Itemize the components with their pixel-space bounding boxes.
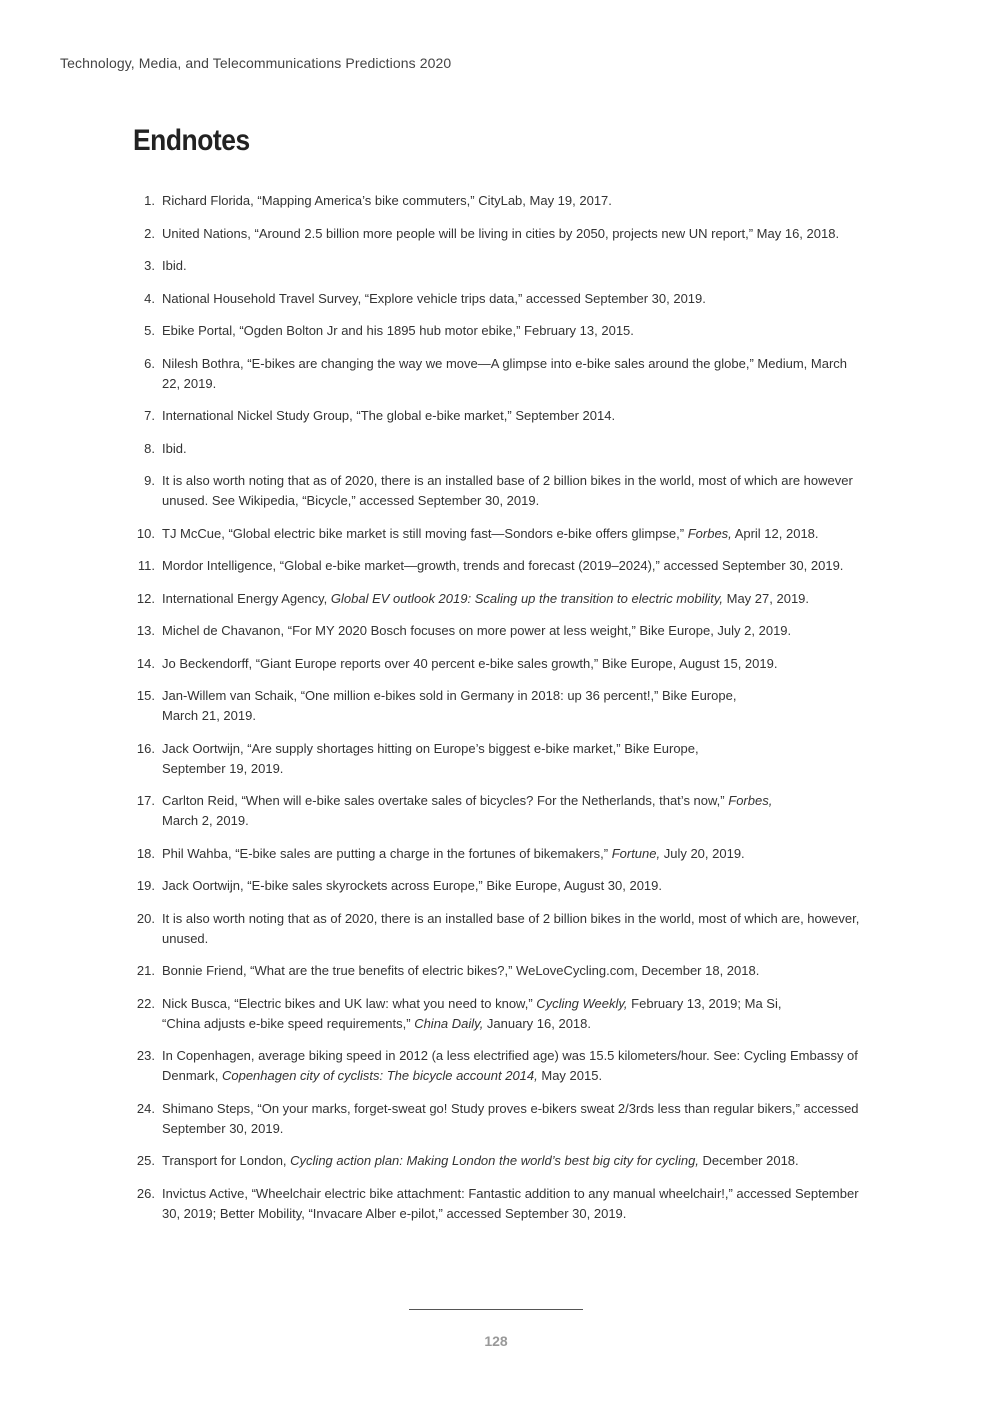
endnote-number-label: 17. (136, 793, 155, 808)
endnote-number (125, 556, 162, 576)
endnote-segment: In Copenhagen, average biking speed in 2012 (a less electrified age) was 15.5 kilometers/hour. See: Cycling Embassy of Denmark, (162, 1048, 858, 1083)
endnote-item (125, 256, 860, 276)
endnote-segment: Ibid. (162, 440, 187, 456)
endnote-number-label: 20. (136, 910, 155, 926)
endnote-number (125, 354, 162, 394)
endnote-text (162, 256, 860, 276)
endnote-item (125, 439, 860, 459)
endnote-text (162, 471, 860, 511)
endnote-number-label: 5. (144, 323, 155, 338)
endnote-italic-segment: Forbes, (728, 793, 773, 808)
endnote-number (125, 1184, 162, 1224)
endnote-number (125, 321, 162, 341)
endnote-number-label: 12. (136, 590, 155, 606)
endnote-number-label: 3. (144, 258, 155, 273)
endnote-number-label: 4. (144, 290, 155, 306)
endnote-segment: Jack Oortwijn, “E-bike sales skyrockets across Europe,” Bike Europe, August 30, 2019. (162, 878, 663, 893)
endnote-segment: National Household Travel Survey, “Explore vehicle trips data,” accessed September 30, 2019. (162, 290, 706, 306)
endnote-segment: Jan-Willem van Schaik, “One million e-bikes sold in Germany in 2018: up 36 percent!,” Bike Europe, (162, 688, 737, 703)
endnote-number-label: 21. (136, 963, 155, 978)
endnote-item (125, 406, 860, 426)
endnote-text (162, 1099, 860, 1139)
endnote-number (125, 406, 162, 426)
endnote-segment: January 16, 2018. (483, 1015, 592, 1031)
endnote-segment: United Nations, “Around 2.5 billion more people will be living in cities by 2050, projects new UN report,” May 16, 2018. (162, 225, 840, 241)
endnote-number (125, 191, 162, 211)
endnote-number (125, 686, 162, 726)
endnote-segment: Transport for London, (162, 1153, 291, 1168)
endnote-item (125, 556, 860, 576)
endnote-text (162, 876, 860, 896)
endnote-number (125, 876, 162, 896)
endnote-segment: September 19, 2019. (162, 760, 284, 776)
endnote-segment: Ibid. (162, 258, 187, 273)
endnote-item (125, 1099, 860, 1139)
endnote-number (125, 791, 162, 831)
endnote-number (125, 439, 162, 459)
endnote-italic-segment: Fortune, (611, 845, 661, 861)
endnote-text (162, 686, 860, 726)
endnote-item (125, 844, 860, 864)
endnote-number (125, 909, 162, 949)
endnote-text (162, 961, 860, 981)
endnote-item (125, 289, 860, 309)
endnote-item (125, 321, 860, 341)
endnote-item (125, 191, 860, 211)
endnote-text (162, 191, 860, 211)
endnote-item (125, 524, 860, 544)
endnote-segment: Invictus Active, “Wheelchair electric bike attachment: Fantastic addition to any manual wheelchair!,” accessed September 30, 2019; Better Mobility, “Invacare Alber e-pilot,” accessed September 30, 2019. (162, 1185, 859, 1221)
endnote-item (125, 1046, 860, 1086)
endnote-text (162, 439, 860, 459)
endnote-item (125, 994, 860, 1034)
endnote-item (125, 224, 860, 244)
endnote-segment: It is also worth noting that as of 2020, there is an installed base of 2 billion bikes in the world, most of which are, however, unused. (162, 910, 860, 946)
endnote-number (125, 589, 162, 609)
endnote-number-label: 19. (136, 878, 155, 893)
endnote-segment: TJ McCue, “Global electric bike market is still moving fast—Sondors e-bike offers glimpse,” (162, 525, 688, 541)
endnote-number-label: 18. (136, 845, 155, 861)
endnote-text (162, 621, 860, 641)
endnote-segment: Carlton Reid, “When will e-bike sales overtake sales of bicycles? For the Netherlands, that’s now,” (162, 793, 729, 808)
endnote-number (125, 961, 162, 981)
endnote-number-label: 24. (136, 1100, 155, 1116)
endnote-text (162, 224, 860, 244)
endnote-segment: May 2015. (537, 1068, 603, 1083)
endnote-segment: Bonnie Friend, “What are the true benefits of electric bikes?,” WeLoveCycling.com, December 18, 2018. (162, 963, 760, 978)
endnote-segment: Jo Beckendorff, “Giant Europe reports over 40 percent e-bike sales growth,” Bike Europe, August 15, 2019. (162, 655, 778, 671)
endnote-number (125, 1151, 162, 1171)
endnote-segment: Richard Florida, “Mapping America’s bike commuters,” CityLab, May 19, 2017. (162, 193, 612, 208)
endnote-number (125, 1046, 162, 1086)
endnote-text (162, 654, 860, 674)
endnote-number (125, 289, 162, 309)
endnote-segment: Phil Wahba, “E-bike sales are putting a charge in the fortunes of bikemakers,” (162, 845, 612, 861)
endnote-text (162, 321, 860, 341)
footer-divider (409, 1309, 583, 1310)
endnote-number (125, 524, 162, 544)
endnote-segment: April 12, 2018. (731, 525, 819, 541)
endnote-item (125, 589, 860, 609)
endnote-number (125, 654, 162, 674)
endnote-italic-segment: Cycling action plan: Making London the world’s best big city for cycling, (290, 1153, 699, 1168)
endnote-segment: December 2018. (698, 1153, 799, 1168)
endnote-segment: Mordor Intelligence, “Global e-bike market—growth, trends and forecast (2019–2024),” accessed September 30, 2019. (162, 558, 844, 573)
running-header: Technology, Media, and Telecommunications Predictions 2020 (60, 55, 452, 71)
endnote-number (125, 224, 162, 244)
endnote-text (162, 556, 860, 576)
endnote-segment: “China adjusts e-bike speed requirements,” (162, 1015, 415, 1031)
endnote-segment: Ebike Portal, “Ogden Bolton Jr and his 1895 hub motor ebike,” February 13, 2015. (162, 323, 634, 338)
endnote-item (125, 621, 860, 641)
page-number: 128 (484, 1333, 508, 1349)
endnote-number (125, 844, 162, 864)
endnote-number-label: 9. (144, 473, 155, 488)
endnote-text (162, 791, 860, 831)
endnotes-list (125, 191, 860, 1236)
endnote-number-label: 16. (136, 740, 155, 756)
endnote-text (162, 844, 860, 864)
endnote-text (162, 909, 860, 949)
endnote-segment: International Nickel Study Group, “The global e-bike market,” September 2014. (162, 408, 616, 423)
endnote-number-label: 15. (136, 688, 155, 703)
endnote-text (162, 1046, 860, 1086)
endnote-number-label: 23. (136, 1048, 155, 1063)
endnote-segment: Shimano Steps, “On your marks, forget-sweat go! Study proves e-bikers sweat 2/3rds less than regular bikers,” accessed September 30, 2019. (162, 1100, 859, 1136)
endnote-number-label: 11. (137, 558, 155, 573)
endnote-segment: Nilesh Bothra, “E-bikes are changing the way we move—A glimpse into e-bike sales around the globe,” Medium, March 22, 2019. (162, 355, 848, 391)
endnote-segment: February 13, 2019; Ma Si, (627, 995, 782, 1011)
endnote-number-label: 2. (144, 225, 155, 241)
endnote-number-label: 14. (136, 655, 155, 671)
endnote-italic-segment: Cycling Weekly, (536, 995, 628, 1011)
endnote-segment: Nick Busca, “Electric bikes and UK law: what you need to know,” (162, 995, 537, 1011)
endnote-italic-segment: China Daily, (414, 1015, 484, 1031)
endnote-italic-segment: Forbes, (687, 525, 732, 541)
endnote-number (125, 621, 162, 641)
endnote-text (162, 289, 860, 309)
endnote-number-label: 25. (136, 1153, 155, 1168)
endnote-item (125, 909, 860, 949)
endnote-item (125, 686, 860, 726)
endnote-number-label: 13. (136, 623, 155, 638)
endnote-text (162, 1184, 860, 1224)
endnote-number-label: 22. (136, 995, 155, 1011)
endnote-item (125, 1184, 860, 1224)
endnote-number-label: 26. (136, 1185, 155, 1201)
endnote-item (125, 471, 860, 511)
endnote-item (125, 739, 860, 779)
endnote-number-label: 8. (144, 440, 155, 456)
endnote-text (162, 589, 860, 609)
endnote-italic-segment: Copenhagen city of cyclists: The bicycle account 2014, (221, 1068, 538, 1083)
endnote-item (125, 791, 860, 831)
endnote-item (125, 354, 860, 394)
endnote-number-label: 10. (136, 525, 155, 541)
endnote-item (125, 654, 860, 674)
endnote-segment: March 2, 2019. (162, 813, 249, 828)
endnote-text (162, 354, 860, 394)
endnote-number (125, 1099, 162, 1139)
endnote-segment: May 27, 2019. (723, 590, 810, 606)
endnote-segment: Jack Oortwijn, “Are supply shortages hitting on Europe’s biggest e-bike market,” Bike Europe, (162, 740, 699, 756)
endnote-segment: International Energy Agency, (162, 590, 331, 606)
endnote-text (162, 994, 860, 1034)
endnote-number (125, 739, 162, 779)
endnote-number (125, 256, 162, 276)
endnote-item (125, 961, 860, 981)
endnote-number-label: 1. (144, 193, 155, 208)
endnote-text (162, 406, 860, 426)
page-title: Endnotes (133, 124, 250, 157)
endnote-text (162, 524, 860, 544)
endnote-segment: Michel de Chavanon, “For MY 2020 Bosch focuses on more power at less weight,” Bike Europe, July 2, 2019. (162, 623, 792, 638)
endnote-number (125, 471, 162, 511)
endnote-number-label: 7. (144, 408, 155, 423)
endnote-segment: July 20, 2019. (660, 845, 745, 861)
endnote-segment: March 21, 2019. (162, 708, 256, 723)
endnote-text (162, 1151, 860, 1171)
endnote-number (125, 994, 162, 1034)
endnote-text (162, 739, 860, 779)
endnote-segment: It is also worth noting that as of 2020, there is an installed base of 2 billion bikes in the world, most of which are however unused. See Wikipedia, “Bicycle,” accessed September 30, 2019. (162, 473, 853, 508)
endnote-item (125, 1151, 860, 1171)
endnote-italic-segment: Global EV outlook 2019: Scaling up the transition to electric mobility, (330, 590, 724, 606)
endnote-number-label: 6. (144, 355, 155, 371)
endnote-item (125, 876, 860, 896)
